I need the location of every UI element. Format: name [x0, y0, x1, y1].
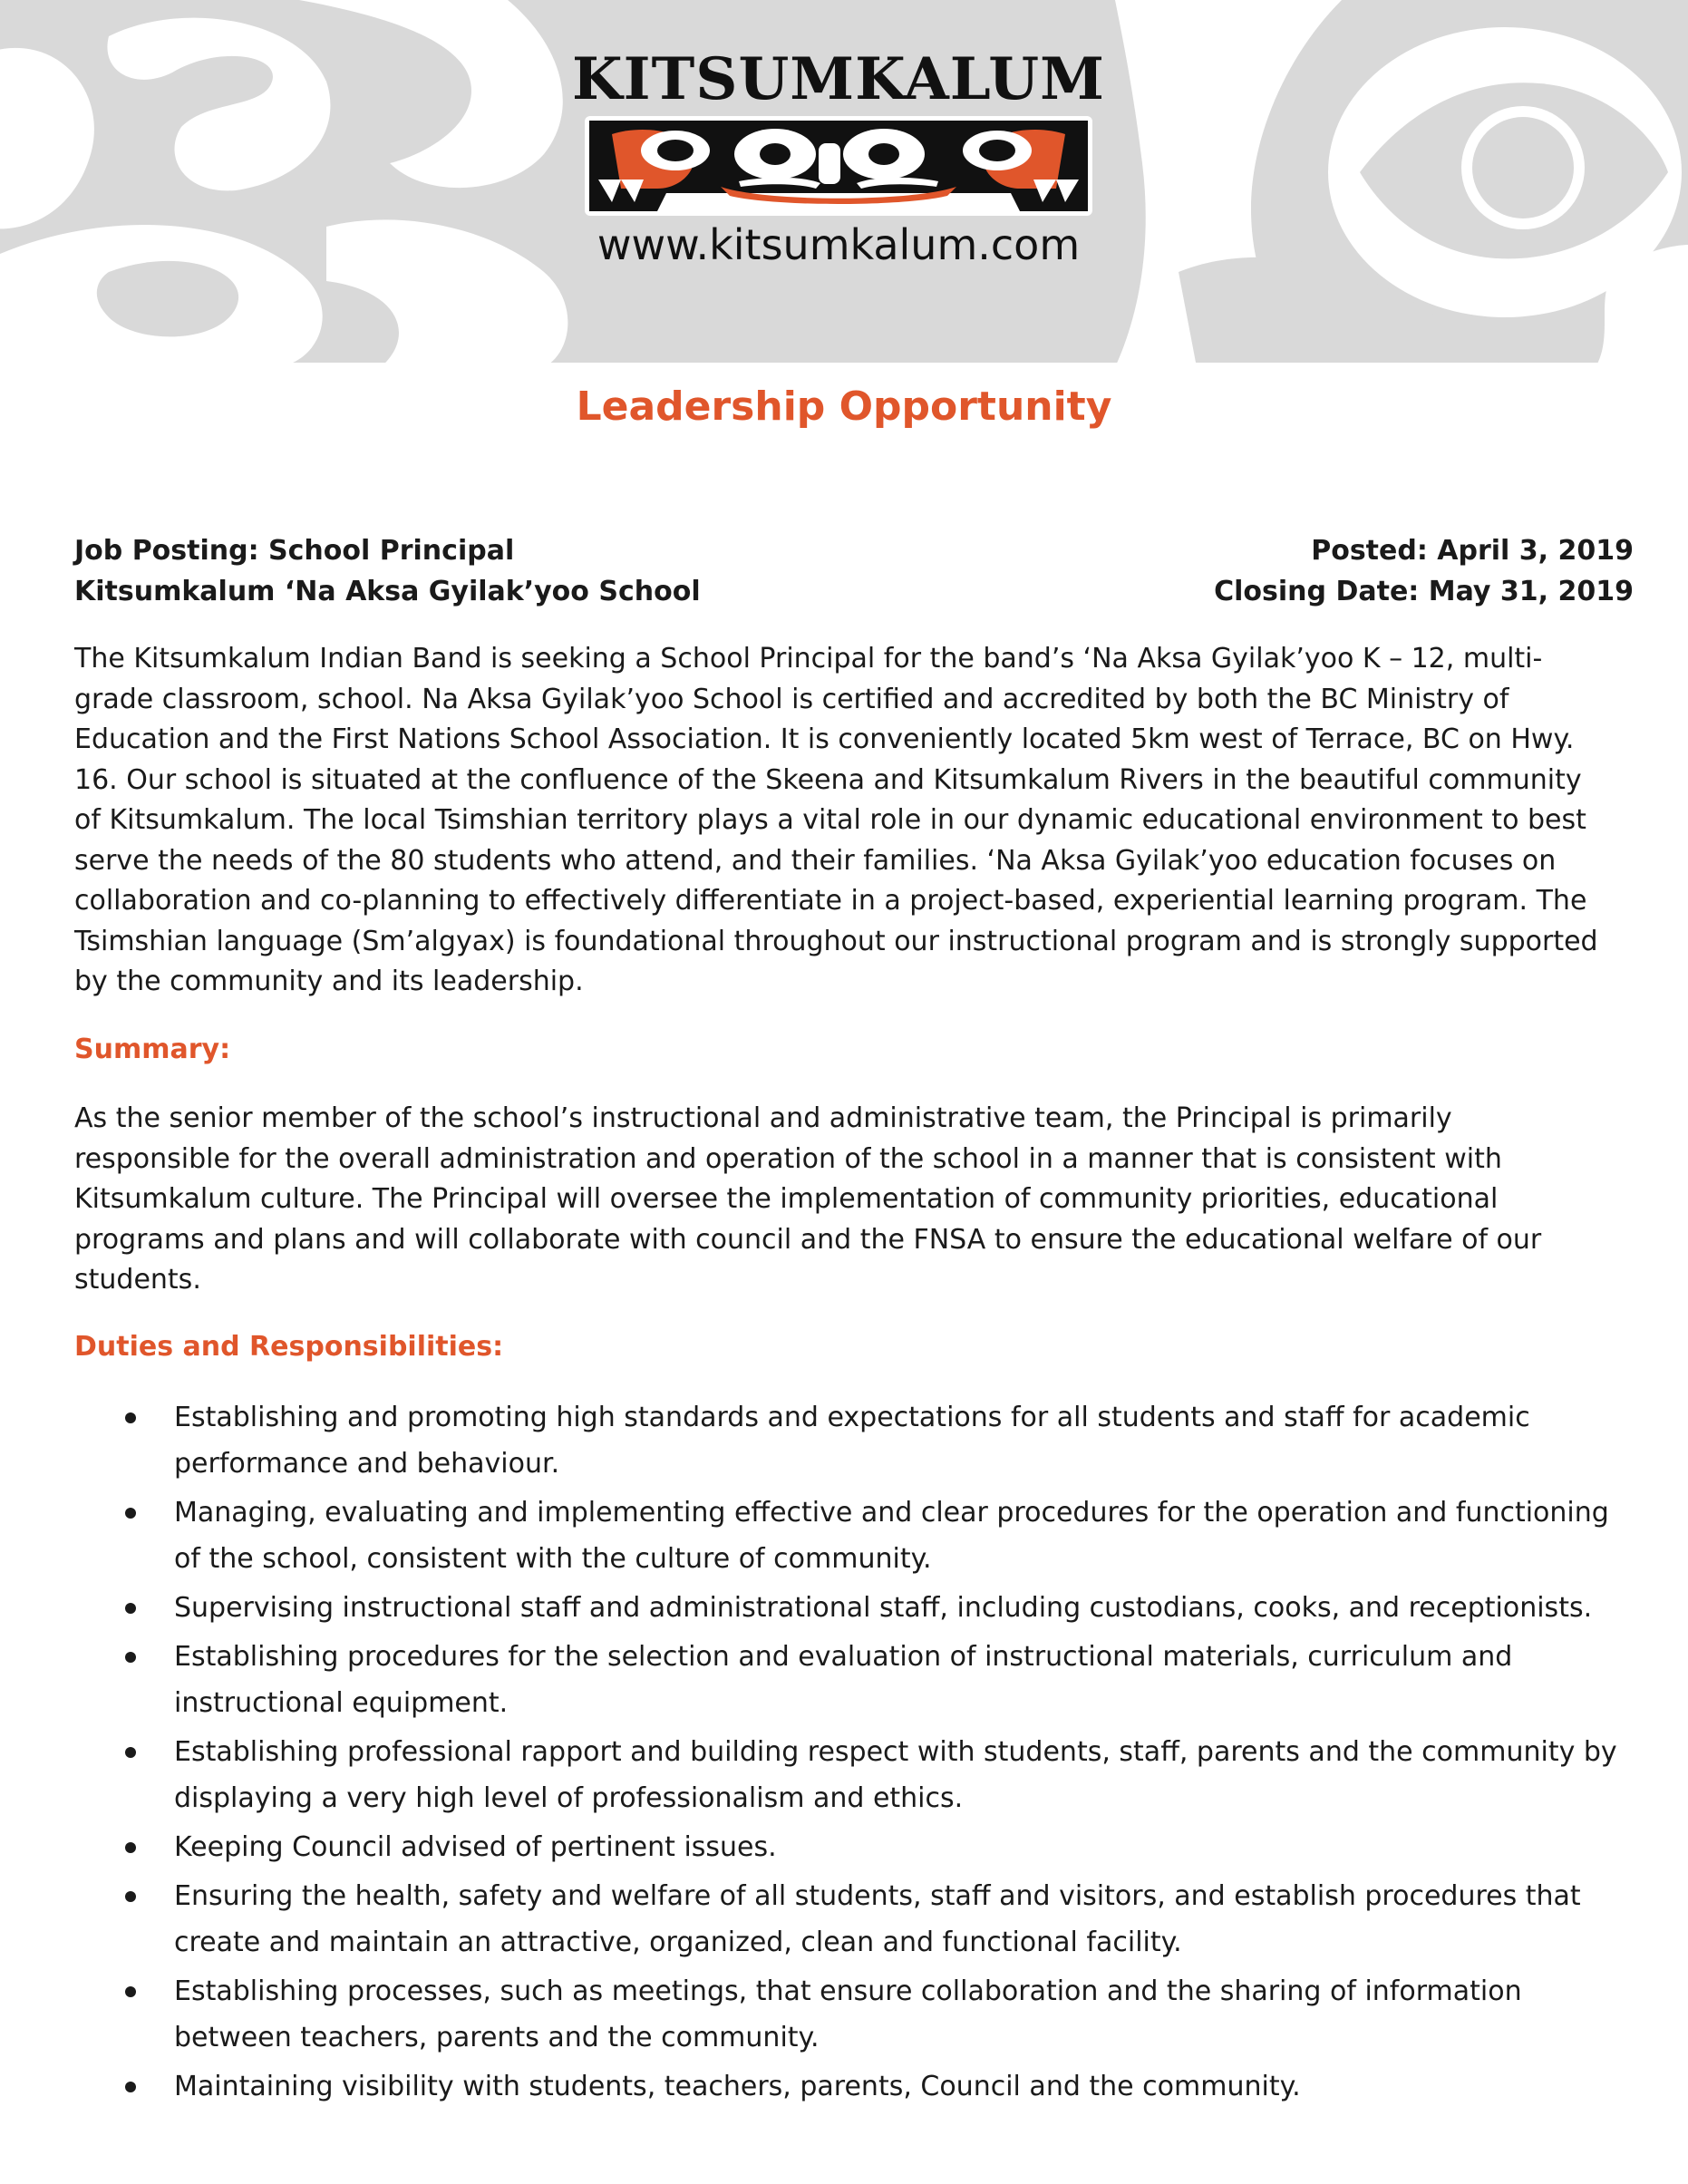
summary-heading: Summary:	[74, 1034, 231, 1065]
bullet-icon	[125, 1508, 136, 1519]
duty-item	[74, 1585, 1634, 1631]
duty-text: Establishing processes, such as meetings, that ensure collaboration and the sharing of information between teachers, parents and the community.	[174, 1975, 1522, 2053]
duty-text: Ensuring the health, safety and welfare of all students, staff and visitors, and establish procedures that create and maintain an attractive, organized, clean and functional facility.	[174, 1880, 1581, 1958]
duty-text: Supervising instructional staff and administrational staff, including custodians, cooks, and receptionists.	[174, 1592, 1593, 1624]
duty-item	[74, 1394, 1634, 1487]
bullet-icon	[125, 2082, 136, 2092]
closing-date: Closing Date: May 31, 2019	[1214, 576, 1634, 607]
duty-text: Establishing professional rapport and building respect with students, staff, parents and the community by displaying a very high level of professionalism and ethics.	[174, 1736, 1617, 1814]
bullet-icon	[125, 1603, 136, 1614]
duty-item	[74, 1729, 1634, 1821]
duty-text: Keeping Council advised of pertinent issues.	[174, 1831, 777, 1863]
duty-item	[74, 1968, 1634, 2061]
intro-paragraph: The Kitsumkalum Indian Band is seeking a School Principal for the band’s ‘Na Aksa Gyilak’yoo K – 12, multi-grade classroom, school. Na Aksa Gyilak’yoo School is certified and accredited by both the BC Ministry of Education and the First Nations School Association. It is conveniently located 5km west of Terrace, BC on Hwy. 16. Our school is situated at the confluence of the Skeena and Kitsumkalum Rivers in the beautiful community of Kitsumkalum. The local Tsimshian territory plays a vital role in our dynamic educational environment to best serve the needs of the 80 students who attend, and their families. ‘Na Aksa Gyilak’yoo education focuses on collaboration and co-planning to effectively differentiate in a project-based, experiential learning program. The Tsimshian language (Sm’algyax) is foundational throughout our instructional program and is strongly supported by the community and its leadership.	[74, 643, 1598, 997]
duty-item	[74, 2063, 1634, 2110]
school-name: Kitsumkalum ‘Na Aksa Gyilak’yoo School	[74, 576, 701, 607]
duty-text: Establishing and promoting high standards and expectations for all students and staff for academic performance and behaviour.	[174, 1402, 1530, 1480]
summary-paragraph: As the senior member of the school’s instructional and administrative team, the Principal is primarily responsible for the overall administration and operation of the school in a manner that is consistent with Kitsumkalum culture. The Principal will oversee the implementation of community priorities, educational programs and plans and will collaborate with council and the FNSA to ensure the educational welfare of our students.	[74, 1102, 1542, 1296]
duty-item	[74, 1824, 1634, 1870]
duty-text: Managing, evaluating and implementing effective and clear procedures for the operation and functioning of the school, consistent with the culture of community.	[174, 1497, 1609, 1575]
bullet-icon	[125, 1412, 136, 1423]
logo	[567, 45, 1111, 286]
duties-list	[74, 1394, 1634, 2112]
duty-text: Maintaining visibility with students, teachers, parents, Council and the community.	[174, 2071, 1301, 2102]
duty-item	[74, 1490, 1634, 1582]
page-title: Leadership Opportunity	[576, 383, 1112, 430]
posted-date: Posted: April 3, 2019	[1311, 535, 1634, 567]
duty-item	[74, 1873, 1634, 1966]
bullet-icon	[125, 1986, 136, 1997]
duty-text: Establishing procedures for the selection and evaluation of instructional materials, curriculum and instructional equipment.	[174, 1641, 1513, 1719]
job-posting-title: Job Posting: School Principal	[74, 535, 515, 567]
bullet-icon	[125, 1891, 136, 1902]
duty-item	[74, 1634, 1634, 1726]
duties-heading: Duties and Responsibilities:	[74, 1331, 504, 1363]
website-link[interactable]: www.kitsumkalum.com	[597, 220, 1081, 269]
bullet-icon	[125, 1842, 136, 1853]
logo-wordmark: KITSUMKALUM	[572, 45, 1105, 113]
bullet-icon	[125, 1747, 136, 1758]
bullet-icon	[125, 1652, 136, 1663]
crest-icon	[585, 116, 1092, 219]
